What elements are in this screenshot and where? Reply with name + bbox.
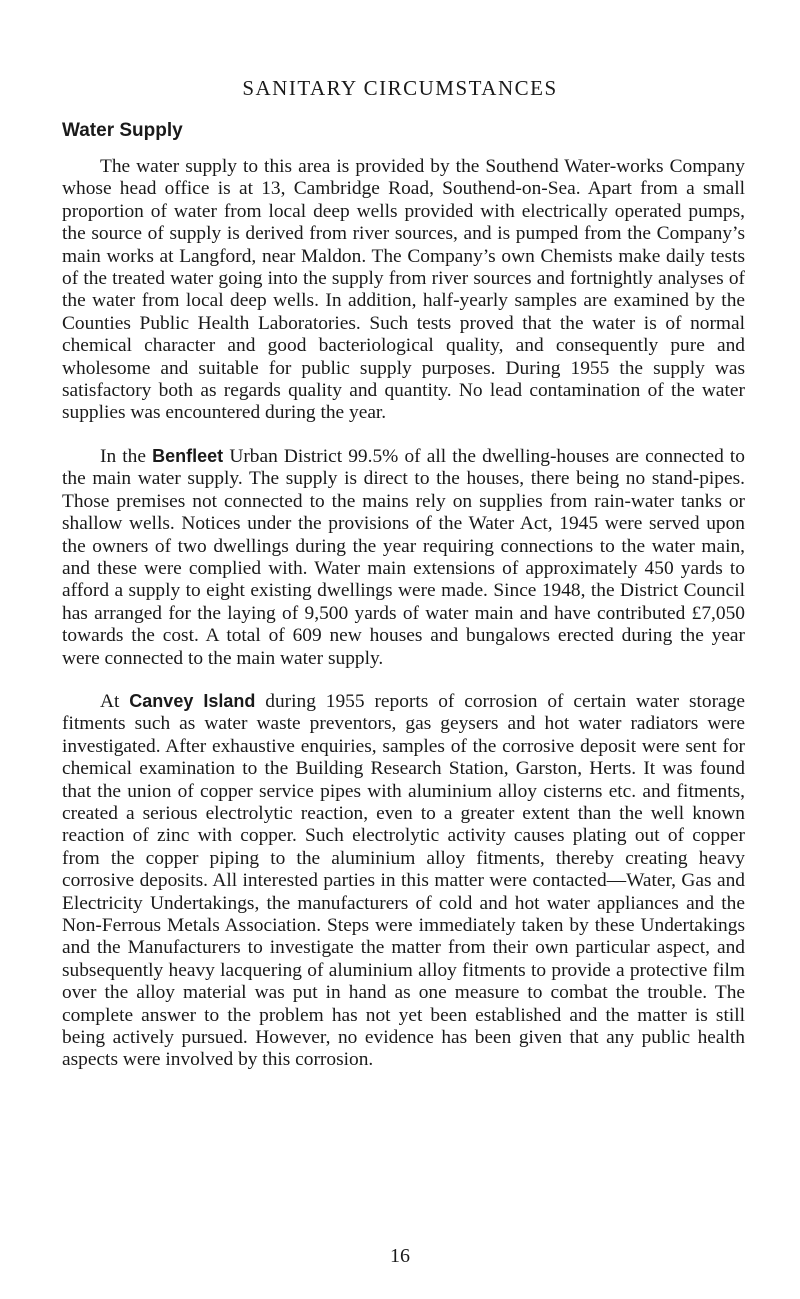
paragraph-water-supply-source: The water supply to this area is provided by the Southend Water-works Company whose head office is at 13, Cambridge Road, Southend-on-Sea. Apart from a small proportion of water from local deep wells provided with electrically operated pumps, the source of supply is derived from river sources, and is pumped from the Company’s main works at Langford, near Maldon. The Company’s own Chemists make daily tests of the treated water going into the supply from river sources and fortnightly analyses of the water from local deep wells. In addition, half-yearly samples are examined by the Counties Public Health Laboratories. Such tests proved that the water is of normal chemical character and good bacteriological quality, and consequently pure and wholesome and suitable for public supply purposes. During 1955 the supply was satisfactory both as regards quality and quantity. No lead contamination of the water supplies was encountered during the year.	[62, 156, 745, 424]
body-text	[62, 156, 745, 1092]
paragraph-benfleet-intro: In the	[100, 445, 146, 467]
paragraph-canvey-intro: At	[100, 690, 120, 712]
paragraph-canvey-text: during 1955 reports of corrosion of certain water storage fitments such as water waste preventors, gas geysers and hot water radiators were investigated. After exhaustive enquiries, samples of the corrosive deposit were sent for chemical examination to the Building Research Station, Garston, Herts. It was found that the union of copper service pipes with aluminium alloy cisterns etc. and fitments, created a serious electrolytic reaction, even to a greater extent than the well known reaction of zinc with copper. Such electrolytic activity causes plating out of copper from the copper piping to the aluminium alloy fitments, thereby creating heavy corrosive deposits. All interested parties in this matter were contacted—Water, Gas and Electricity Undertakings, the manufacturers of cold and hot water appliances and the Non-Ferrous Metals Association. Steps were immediately taken by these Undertakings and the Manufacturers to investigate the matter from their own particular aspect, and subsequently heavy lacquering of aluminium alloy fitments to provide a protective film over the alloy material was put in hand as one measure to combat the trouble. The complete answer to the problem has not yet been established and the matter is still being actively pursued. However, no evidence has been given that any public health aspects were involved by this corrosion.	[62, 690, 745, 1071]
paragraph-canvey-island	[62, 690, 745, 1072]
page-number: 16	[390, 1245, 410, 1267]
section-heading-water-supply: Water Supply	[62, 120, 183, 141]
place-name-canvey-island: Canvey Island	[129, 690, 256, 711]
paragraph-benfleet	[62, 445, 745, 670]
running-header: SANITARY CIRCUMSTANCES	[242, 76, 558, 100]
paragraph-benfleet-text: Urban District 99.5% of all the dwelling-houses are connected to the main water supply. The supply is direct to the houses, there being no stand-pipes. Those premises not connected to the mains rely on supplies from rain-water tanks or shallow wells. Notices under the provisions of the Water Act, 1945 were served upon the owners of two dwellings during the year requiring connections to the water main, and these were complied with. Water main extensions of approximately 450 yards to afford a supply to eight existing dwellings were made. Since 1948, the District Council has arranged for the laying of 9,500 yards of water main and have contributed £7,050 towards the cost. A total of 609 new houses and bungalows erected during the year were connected to the main water supply.	[62, 445, 745, 669]
place-name-benfleet: Benfleet	[152, 445, 224, 466]
